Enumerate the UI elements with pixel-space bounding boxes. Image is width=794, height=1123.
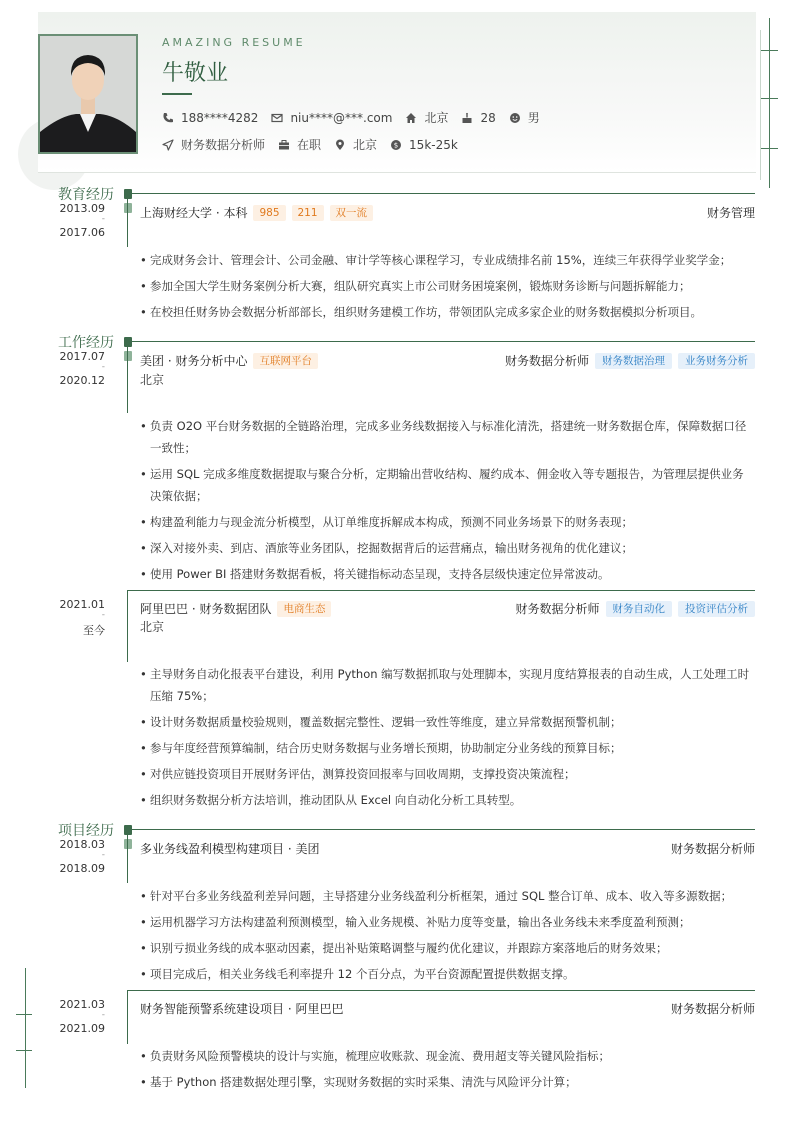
name-underline: [162, 93, 192, 95]
job-role: 财务数据分析师: [515, 602, 600, 616]
candidate-name: 牛敬业: [162, 61, 229, 86]
email-item: [271, 111, 392, 125]
entry-start-date: 2021.03: [59, 998, 105, 1011]
entry-rule: [128, 990, 755, 991]
skill-tag: 财务自动化: [606, 601, 673, 617]
home-item: [405, 109, 448, 126]
send-icon: [162, 139, 174, 151]
entry-line: [127, 590, 128, 662]
date-dash: -: [101, 1010, 105, 1020]
section-title-education: 教育经历: [58, 187, 114, 203]
money-icon: [390, 139, 402, 151]
entry-start-date: 2013.09: [59, 202, 105, 215]
skill-tag: 财务数据治理: [595, 353, 672, 369]
list-item: • 项目完成后，相关业务线毛利率提升 12 个百分点，为平台资源配置提供数据支撑。: [140, 963, 755, 985]
entry-line: [127, 829, 128, 883]
job-intent-row: [162, 136, 471, 153]
target-role-item: [162, 136, 265, 153]
briefcase-icon: [278, 139, 290, 151]
company-name: 美团 · 财务分析中心: [140, 354, 248, 368]
entry-marker: [124, 351, 132, 361]
list-item: • 负责财务风险预警模块的设计与实施，梳理应收账款、现金流、费用超支等关键风险指标；: [140, 1045, 755, 1067]
skill-tag: 业务财务分析: [678, 353, 755, 369]
school-tag: 双一流: [330, 205, 374, 221]
section-marker: [124, 337, 132, 347]
list-item: • 主导财务自动化报表平台建设，利用 Python 编写数据抓取与处理脚本，实现月度结算报表的自动生成，人工处理工时压缩 75%；: [140, 663, 755, 707]
school-tag: 211: [292, 205, 324, 221]
entry-start-date: 2018.03: [59, 838, 105, 851]
entry-rule: [128, 590, 755, 591]
list-item: • 在校担任财务协会数据分析部部长，组织财务建模工作坊，带领团队完成多家企业的财务数据模拟分析项目。: [140, 301, 755, 323]
school-tag: 985: [253, 205, 285, 221]
work-entry-header: [140, 352, 755, 368]
project-entry-header: [140, 1000, 755, 1016]
list-item: • 参与年度经营预算编制，结合历史财务数据与业务增长预期，协助制定分业务线的预算目标；: [140, 737, 755, 759]
list-item: • 负责 O2O 平台财务数据的全链路治理，完成多业务线数据接入与标准化清洗，搭建统一财务数据仓库，保障数据口径一致性；: [140, 415, 755, 459]
decor-line: [769, 18, 770, 188]
list-item: • 组织财务数据分析方法培训，推动团队从 Excel 向自动化分析工具转型。: [140, 789, 755, 811]
education-entry-header: [140, 204, 755, 220]
project-name: 财务智能预警系统建设项目 · 阿里巴巴: [140, 1002, 344, 1016]
target-city-text: 北京: [353, 138, 378, 152]
entry-line: [127, 193, 128, 247]
work-entry-header: [140, 600, 755, 616]
cake-icon: [461, 112, 473, 124]
phone-text: 188****4282: [181, 110, 259, 125]
list-item: • 对供应链投资项目开展财务评估，测算投资回报率与回收周期，支撑投资决策流程；: [140, 763, 755, 785]
entry-end-date: 2018.09: [59, 862, 105, 875]
job-role: 财务数据分析师: [504, 354, 589, 368]
section-marker: [124, 825, 132, 835]
list-item: • 深入对接外卖、到店、酒旅等业务团队，挖掘数据背后的运营痛点，输出财务视角的优化建议；: [140, 537, 755, 559]
salary-text: 15k-25k: [409, 137, 458, 152]
entry-end-date: 2020.12: [59, 374, 105, 387]
age-text: 28: [480, 110, 496, 125]
phone-icon: [162, 112, 174, 124]
salary-item: [390, 138, 458, 152]
list-item: • 运用 SQL 完成多维度数据提取与聚合分析，定期输出营收结构、履约成本、佣金收入等专题报告，为管理层提供业务决策依据；: [140, 463, 755, 507]
project-role: 财务数据分析师: [670, 842, 755, 856]
gender-text: 男: [527, 111, 540, 125]
email-text: niu****@***.com: [290, 110, 393, 125]
list-item: • 运用机器学习方法构建盈利预测模型，输入业务规模、补贴力度等变量，输出各业务线未来季度盈利预测；: [140, 911, 755, 933]
svg-text:$: $: [393, 141, 399, 150]
project-bullets: [140, 1045, 755, 1097]
project-role: 财务数据分析师: [670, 1002, 755, 1016]
status-text: 在职: [297, 138, 322, 152]
status-item: [278, 136, 321, 153]
list-item: • 构建盈利能力与现金流分析模型，从订单维度拆解成本构成，预测不同业务场景下的财务表现；: [140, 511, 755, 533]
entry-end-date: 至今: [83, 624, 105, 637]
resume-tagline: AMAZING RESUME: [162, 36, 306, 49]
target-city-item: [334, 136, 377, 153]
contact-row: [162, 109, 553, 126]
home-city-text: 北京: [424, 111, 449, 125]
list-item: • 针对平台多业务线盈利差异问题，主导搭建分业务线盈利分析框架，通过 SQL 整合订单、成本、收入等多源数据；: [140, 885, 755, 907]
location-icon: [334, 139, 346, 151]
decor-line: [16, 1050, 32, 1051]
project-bullets: [140, 885, 755, 989]
date-dash: -: [101, 610, 105, 620]
gender-item: [509, 109, 540, 126]
decor-line: [760, 98, 778, 99]
mail-icon: [271, 112, 283, 124]
industry-tag: 电商生态: [277, 601, 331, 617]
date-dash: -: [101, 214, 105, 224]
list-item: • 设计财务数据质量校验规则，覆盖数据完整性、逻辑一致性等维度，建立异常数据预警机制；: [140, 711, 755, 733]
project-name: 多业务线盈利模型构建项目 · 美团: [140, 842, 320, 856]
company-name: 阿里巴巴 · 财务数据团队: [140, 602, 272, 616]
entry-end-date: 2017.06: [59, 226, 105, 239]
work-city: 北京: [140, 620, 165, 634]
major: 财务管理: [706, 206, 755, 220]
gender-icon: [509, 112, 521, 124]
age-item: [461, 111, 495, 125]
work-city: 北京: [140, 373, 165, 387]
date-dash: -: [101, 850, 105, 860]
decor-line: [760, 50, 778, 51]
work-bullets: [140, 415, 755, 589]
section-rule: [128, 829, 755, 830]
school-name: 上海财经大学 · 本科: [140, 206, 248, 220]
date-dash: -: [101, 362, 105, 372]
decor-line: [760, 148, 778, 149]
entry-line: [127, 341, 128, 413]
list-item: • 参加全国大学生财务案例分析大赛，组队研究真实上市公司财务困境案例，锻炼财务诊断与问题拆解能力；: [140, 275, 755, 297]
profile-photo: [38, 34, 138, 154]
entry-start-date: 2021.01: [59, 598, 105, 611]
header-divider: [38, 172, 756, 173]
work-bullets: [140, 663, 755, 815]
list-item: • 完成财务会计、管理会计、公司金融、审计学等核心课程学习，专业成绩排名前 15%，连续三年获得学业奖学金；: [140, 249, 755, 271]
skill-tag: 投资评估分析: [678, 601, 755, 617]
project-entry-header: [140, 840, 755, 856]
industry-tag: 互联网平台: [253, 353, 318, 369]
section-marker: [124, 189, 132, 199]
decor-line: [25, 968, 26, 1088]
decor-line: [16, 1014, 32, 1015]
home-icon: [405, 112, 417, 124]
entry-line: [127, 990, 128, 1044]
list-item: • 识别亏损业务线的成本驱动因素，提出补贴策略调整与履约优化建议，并跟踪方案落地后的财务效果；: [140, 937, 755, 959]
entry-end-date: 2021.09: [59, 1022, 105, 1035]
section-title-work: 工作经历: [58, 335, 114, 351]
list-item: • 使用 Power BI 搭建财务数据看板，将关键指标动态呈现，支持各层级快速定位异常波动。: [140, 563, 755, 585]
entry-start-date: 2017.07: [59, 350, 105, 363]
target-role-text: 财务数据分析师: [181, 138, 266, 152]
entry-marker: [124, 839, 132, 849]
decor-line: [760, 30, 761, 180]
list-item: • 基于 Python 搭建数据处理引擎，实现财务数据的实时采集、清洗与风险评分计算；: [140, 1071, 755, 1093]
entry-marker: [124, 203, 132, 213]
phone-item: [162, 111, 258, 125]
section-rule: [128, 341, 755, 342]
section-rule: [128, 193, 755, 194]
section-title-projects: 项目经历: [58, 823, 114, 839]
education-bullets: [140, 249, 755, 327]
